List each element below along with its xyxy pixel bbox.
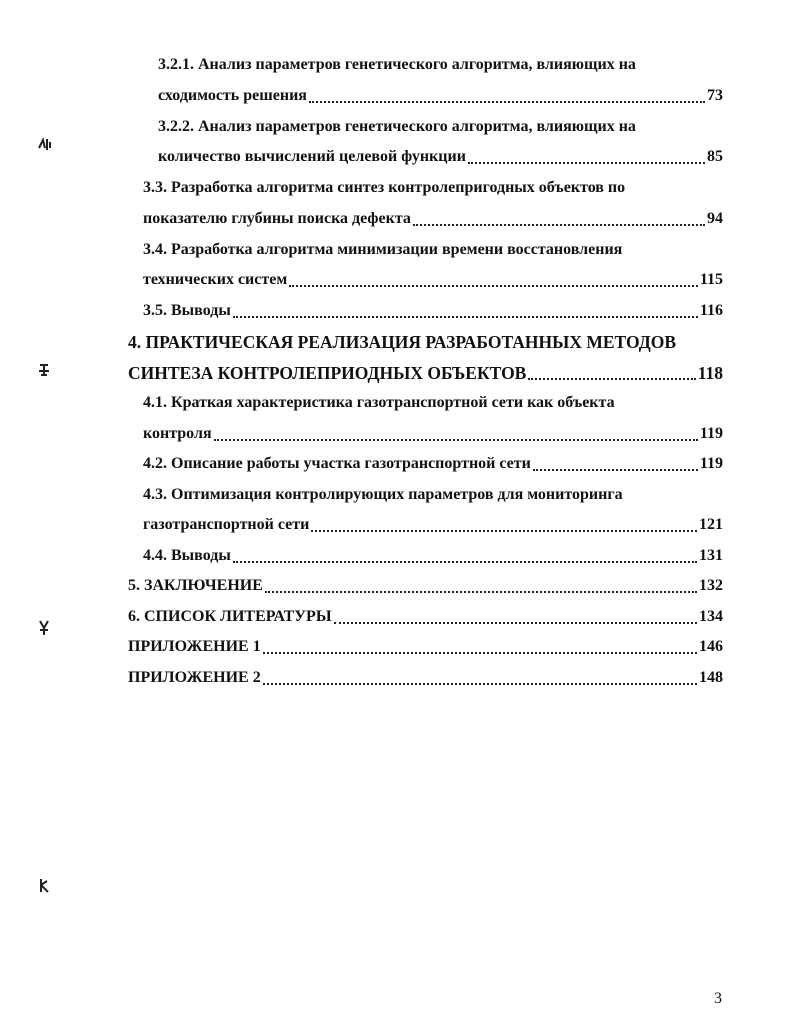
toc-line[interactable] [158, 143, 723, 171]
toc-page-number: 116 [699, 302, 723, 319]
toc-entry-text: 4. ПРАКТИЧЕСКАЯ РЕАЛИЗАЦИЯ РАЗРАБОТАННЫХ МЕТОДОВ [128, 332, 677, 352]
toc-page-number: 131 [699, 547, 723, 564]
toc-line [143, 174, 625, 202]
toc-entry-text: ПРИЛОЖЕНИЕ 1 [128, 638, 261, 655]
toc-entry-text: 6. СПИСОК ЛИТЕРАТУРЫ [128, 608, 332, 625]
toc-line[interactable] [128, 603, 723, 631]
toc-line[interactable] [143, 450, 723, 478]
dot-leader [289, 285, 698, 287]
toc-entry-text: СИНТЕЗА КОНТРОЛЕПРИОДНЫХ ОБЪЕКТОВ [128, 363, 527, 383]
toc-entry-text: 3.4. Разработка алгоритма минимизации времени восстановления [143, 241, 623, 258]
toc-entry-text: технических систем [143, 271, 288, 288]
toc-page-number: 94 [707, 210, 723, 227]
toc-entry-text: 4.2. Описание работы участка газотранспортной сети [143, 455, 531, 472]
toc-page-number: 119 [699, 455, 723, 472]
binding-mark-icon [36, 618, 54, 638]
toc-entry-text: 4.3. Оптимизация контролирующих параметров для мониторинга [143, 486, 623, 503]
dot-leader [334, 622, 697, 624]
toc-entry-text: 4.1. Краткая характеристика газотранспортной сети как объекта [143, 394, 615, 411]
toc-entry-text: 3.3. Разработка алгоритма синтез контролепригодных объектов по [143, 179, 626, 196]
dot-leader [413, 224, 705, 226]
toc-line[interactable] [143, 297, 723, 325]
toc-entry-text: газотранспортной сети [143, 516, 310, 533]
toc-page-number: 146 [699, 638, 723, 655]
dot-leader [233, 316, 698, 318]
toc-entry-text: ПРИЛОЖЕНИЕ 2 [128, 669, 261, 686]
dot-leader [309, 101, 705, 103]
dot-leader [265, 591, 697, 593]
toc-page-number: 118 [697, 363, 723, 383]
toc-line[interactable] [158, 82, 723, 110]
toc-page-number: 85 [707, 148, 723, 165]
toc-line [143, 389, 615, 417]
dot-leader [214, 439, 698, 441]
toc-line [143, 481, 623, 509]
toc-line[interactable] [128, 633, 723, 661]
toc-line [128, 328, 676, 356]
toc-entry-text: сходимость решения [158, 87, 307, 104]
page-number: 3 [714, 990, 722, 1007]
toc-entry-text: 5. ЗАКЛЮЧЕНИЕ [128, 577, 263, 594]
dot-leader [233, 561, 697, 563]
toc-line [158, 113, 636, 141]
toc-line[interactable] [143, 542, 723, 570]
toc-line[interactable] [143, 266, 723, 294]
dot-leader [528, 378, 695, 380]
toc-line [158, 51, 636, 79]
toc-line[interactable] [143, 420, 723, 448]
toc-page-number: 73 [707, 87, 723, 104]
dot-leader [533, 469, 698, 471]
dot-leader [468, 162, 705, 164]
toc-page-number: 132 [699, 577, 723, 594]
toc-entry-text: 3.5. Выводы [143, 302, 231, 319]
toc-line[interactable] [143, 511, 723, 539]
toc-entry-text: показателю глубины поиска дефекта [143, 210, 411, 227]
toc-line[interactable] [143, 205, 723, 233]
toc-page-number: 148 [699, 669, 723, 686]
binding-mark-icon [36, 876, 54, 896]
toc-entry-text: количество вычислений целевой функции [158, 148, 466, 165]
toc-entry-text: 3.2.1. Анализ параметров генетического алгоритма, влияющих на [158, 56, 636, 73]
toc-entry-text: контроля [143, 425, 212, 442]
toc-page-number: 119 [699, 425, 723, 442]
binding-mark-icon [36, 361, 54, 379]
dot-leader [263, 652, 697, 654]
dot-leader [311, 530, 697, 532]
binding-mark-icon [36, 136, 54, 154]
toc-line [143, 236, 622, 264]
toc-page-number: 121 [699, 516, 723, 533]
toc-entry-text: 3.2.2. Анализ параметров генетического алгоритма, влияющих на [158, 118, 636, 135]
toc-line[interactable] [128, 572, 723, 600]
toc-line[interactable] [128, 664, 723, 692]
toc-entry-text: 4.4. Выводы [143, 547, 231, 564]
toc-page-number: 134 [699, 608, 723, 625]
dot-leader [263, 683, 697, 685]
toc-line[interactable] [128, 359, 723, 387]
toc-page-number: 115 [699, 271, 723, 288]
